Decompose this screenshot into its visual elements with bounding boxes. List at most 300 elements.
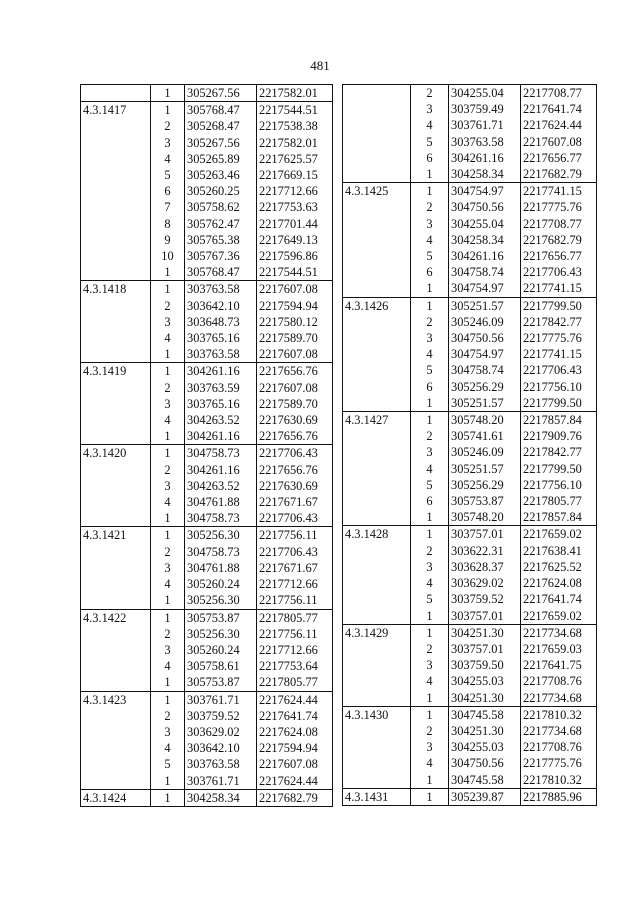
parcel-id-cell bbox=[81, 642, 151, 658]
x-coordinate-cell: 303622.31 bbox=[449, 543, 521, 559]
y-coordinate-cell: 2217594.94 bbox=[257, 298, 333, 314]
parcel-id-cell bbox=[343, 134, 411, 150]
x-coordinate-cell: 303761.71 bbox=[185, 773, 257, 790]
y-coordinate-cell: 2217756.10 bbox=[521, 477, 597, 493]
parcel-id-cell bbox=[81, 330, 151, 346]
table-row bbox=[81, 724, 333, 740]
parcel-id-cell bbox=[343, 428, 411, 444]
point-number-cell: 10 bbox=[151, 248, 185, 264]
table-row bbox=[343, 788, 597, 805]
table-row bbox=[81, 428, 333, 445]
parcel-id-cell bbox=[81, 773, 151, 790]
x-coordinate-cell: 305758.62 bbox=[185, 199, 257, 215]
y-coordinate-cell: 2217756.11 bbox=[257, 592, 333, 609]
parcel-id-cell bbox=[81, 264, 151, 281]
table-row bbox=[343, 117, 597, 133]
table-row bbox=[81, 789, 333, 806]
y-coordinate-cell: 2217682.79 bbox=[521, 232, 597, 248]
y-coordinate-cell: 2217706.43 bbox=[257, 544, 333, 560]
y-coordinate-cell: 2217885.96 bbox=[521, 788, 597, 805]
y-coordinate-cell: 2217756.11 bbox=[257, 626, 333, 642]
table-row bbox=[343, 493, 597, 509]
table-row bbox=[81, 151, 333, 167]
y-coordinate-cell: 2217624.08 bbox=[521, 575, 597, 591]
point-number-cell: 6 bbox=[411, 264, 449, 280]
point-number-cell: 5 bbox=[411, 134, 449, 150]
point-number-cell: 1 bbox=[151, 346, 185, 363]
y-coordinate-cell: 2217624.44 bbox=[257, 691, 333, 708]
point-number-cell: 5 bbox=[411, 248, 449, 264]
x-coordinate-cell: 304758.74 bbox=[449, 264, 521, 280]
parcel-id-cell: 4.3.1420 bbox=[81, 445, 151, 462]
point-number-cell: 9 bbox=[151, 232, 185, 248]
point-number-cell: 2 bbox=[411, 314, 449, 330]
y-coordinate-cell: 2217671.67 bbox=[257, 560, 333, 576]
table-row bbox=[343, 509, 597, 526]
x-coordinate-cell: 304263.52 bbox=[185, 478, 257, 494]
y-coordinate-cell: 2217544.51 bbox=[257, 264, 333, 281]
point-number-cell: 1 bbox=[151, 281, 185, 298]
y-coordinate-cell: 2217734.68 bbox=[521, 723, 597, 739]
table-row bbox=[343, 624, 597, 641]
table-row bbox=[81, 232, 333, 248]
table-row bbox=[81, 380, 333, 396]
table-row bbox=[343, 723, 597, 739]
table-row bbox=[343, 706, 597, 723]
point-number-cell: 1 bbox=[151, 264, 185, 281]
y-coordinate-cell: 2217842.77 bbox=[521, 444, 597, 460]
point-number-cell: 3 bbox=[411, 739, 449, 755]
point-number-cell: 1 bbox=[151, 789, 185, 806]
table-row bbox=[81, 510, 333, 527]
x-coordinate-cell: 305265.89 bbox=[185, 151, 257, 167]
parcel-id-cell: 4.3.1428 bbox=[343, 526, 411, 543]
parcel-id-cell: 4.3.1417 bbox=[81, 102, 151, 119]
point-number-cell: 1 bbox=[411, 509, 449, 526]
x-coordinate-cell: 305753.87 bbox=[185, 674, 257, 691]
point-number-cell: 4 bbox=[411, 575, 449, 591]
x-coordinate-cell: 304758.74 bbox=[449, 362, 521, 378]
table-row bbox=[81, 298, 333, 314]
parcel-id-cell bbox=[81, 658, 151, 674]
y-coordinate-cell: 2217630.69 bbox=[257, 412, 333, 428]
table-row bbox=[81, 674, 333, 691]
table-row bbox=[343, 412, 597, 429]
y-coordinate-cell: 2217656.76 bbox=[257, 462, 333, 478]
y-coordinate-cell: 2217607.08 bbox=[257, 380, 333, 396]
table-row bbox=[343, 379, 597, 395]
point-number-cell: 2 bbox=[411, 85, 449, 102]
x-coordinate-cell: 304754.97 bbox=[449, 346, 521, 362]
x-coordinate-cell: 305748.20 bbox=[449, 412, 521, 429]
table-row bbox=[81, 216, 333, 232]
table-row bbox=[81, 773, 333, 790]
point-number-cell: 5 bbox=[411, 591, 449, 607]
point-number-cell: 1 bbox=[411, 183, 449, 200]
y-coordinate-cell: 2217842.77 bbox=[521, 314, 597, 330]
y-coordinate-cell: 2217706.43 bbox=[257, 510, 333, 527]
point-number-cell: 4 bbox=[411, 232, 449, 248]
x-coordinate-cell: 305767.36 bbox=[185, 248, 257, 264]
y-coordinate-cell: 2217625.57 bbox=[257, 151, 333, 167]
parcel-id-cell bbox=[81, 118, 151, 134]
point-number-cell: 4 bbox=[151, 576, 185, 592]
table-row bbox=[81, 527, 333, 544]
point-number-cell: 1 bbox=[411, 772, 449, 789]
x-coordinate-cell: 305239.87 bbox=[449, 788, 521, 805]
point-number-cell: 2 bbox=[151, 118, 185, 134]
point-number-cell: 3 bbox=[411, 559, 449, 575]
x-coordinate-cell: 303759.52 bbox=[449, 591, 521, 607]
parcel-id-cell: 4.3.1424 bbox=[81, 789, 151, 806]
table-row bbox=[81, 740, 333, 756]
point-number-cell: 3 bbox=[151, 642, 185, 658]
x-coordinate-cell: 304745.58 bbox=[449, 772, 521, 789]
parcel-id-cell bbox=[343, 723, 411, 739]
y-coordinate-cell: 2217756.10 bbox=[521, 379, 597, 395]
point-number-cell: 1 bbox=[151, 102, 185, 119]
parcel-id-cell bbox=[343, 362, 411, 378]
point-number-cell: 3 bbox=[411, 101, 449, 117]
point-number-cell: 2 bbox=[411, 641, 449, 657]
point-number-cell: 4 bbox=[411, 755, 449, 771]
x-coordinate-cell: 303757.01 bbox=[449, 526, 521, 543]
x-coordinate-cell: 304750.56 bbox=[449, 199, 521, 215]
point-number-cell: 6 bbox=[411, 379, 449, 395]
point-number-cell: 5 bbox=[411, 477, 449, 493]
x-coordinate-cell: 303759.49 bbox=[449, 101, 521, 117]
y-coordinate-cell: 2217706.43 bbox=[521, 362, 597, 378]
parcel-id-cell bbox=[81, 708, 151, 724]
table-row bbox=[343, 657, 597, 673]
x-coordinate-cell: 305256.30 bbox=[185, 626, 257, 642]
table-row bbox=[343, 641, 597, 657]
x-coordinate-cell: 303642.10 bbox=[185, 298, 257, 314]
y-coordinate-cell: 2217706.43 bbox=[521, 264, 597, 280]
parcel-id-cell bbox=[343, 379, 411, 395]
parcel-id-cell bbox=[81, 592, 151, 609]
table-row bbox=[343, 216, 597, 232]
x-coordinate-cell: 304754.97 bbox=[449, 280, 521, 297]
table-row bbox=[343, 608, 597, 625]
parcel-id-cell bbox=[343, 477, 411, 493]
y-coordinate-cell: 2217708.77 bbox=[521, 216, 597, 232]
x-coordinate-cell: 304261.16 bbox=[185, 363, 257, 380]
x-coordinate-cell: 305267.56 bbox=[185, 85, 257, 102]
table-row bbox=[81, 248, 333, 264]
parcel-id-cell bbox=[81, 462, 151, 478]
point-number-cell: 5 bbox=[151, 167, 185, 183]
table-row bbox=[343, 739, 597, 755]
table-row bbox=[343, 673, 597, 689]
parcel-id-cell bbox=[343, 85, 411, 102]
point-number-cell: 4 bbox=[151, 412, 185, 428]
point-number-cell: 3 bbox=[151, 314, 185, 330]
table-row bbox=[343, 543, 597, 559]
point-number-cell: 1 bbox=[411, 608, 449, 625]
parcel-id-cell bbox=[343, 248, 411, 264]
y-coordinate-cell: 2217641.74 bbox=[521, 591, 597, 607]
point-number-cell: 1 bbox=[411, 788, 449, 805]
point-number-cell: 3 bbox=[411, 444, 449, 460]
table-row bbox=[81, 592, 333, 609]
y-coordinate-cell: 2217624.44 bbox=[257, 773, 333, 790]
y-coordinate-cell: 2217701.44 bbox=[257, 216, 333, 232]
table-row bbox=[343, 461, 597, 477]
point-number-cell: 1 bbox=[151, 609, 185, 626]
table-row bbox=[343, 232, 597, 248]
parcel-id-cell bbox=[81, 248, 151, 264]
y-coordinate-cell: 2217857.84 bbox=[521, 509, 597, 526]
y-coordinate-cell: 2217734.68 bbox=[521, 624, 597, 641]
y-coordinate-cell: 2217799.50 bbox=[521, 297, 597, 314]
table-row bbox=[81, 264, 333, 281]
x-coordinate-cell: 305256.30 bbox=[185, 592, 257, 609]
point-number-cell: 1 bbox=[411, 395, 449, 412]
parcel-id-cell: 4.3.1427 bbox=[343, 412, 411, 429]
table-row bbox=[343, 314, 597, 330]
x-coordinate-cell: 305246.09 bbox=[449, 314, 521, 330]
x-coordinate-cell: 305256.29 bbox=[449, 379, 521, 395]
point-number-cell: 4 bbox=[411, 117, 449, 133]
x-coordinate-cell: 303757.01 bbox=[449, 641, 521, 657]
parcel-id-cell bbox=[81, 674, 151, 691]
point-number-cell: 6 bbox=[411, 493, 449, 509]
x-coordinate-cell: 305251.57 bbox=[449, 297, 521, 314]
point-number-cell: 2 bbox=[411, 428, 449, 444]
y-coordinate-cell: 2217624.44 bbox=[521, 117, 597, 133]
x-coordinate-cell: 305256.30 bbox=[185, 527, 257, 544]
table-row bbox=[81, 118, 333, 134]
parcel-id-cell bbox=[81, 576, 151, 592]
point-number-cell: 5 bbox=[151, 756, 185, 772]
table-row bbox=[81, 708, 333, 724]
y-coordinate-cell: 2217659.02 bbox=[521, 608, 597, 625]
point-number-cell: 1 bbox=[411, 526, 449, 543]
parcel-id-cell bbox=[81, 494, 151, 510]
parcel-id-cell bbox=[343, 232, 411, 248]
parcel-id-cell bbox=[343, 772, 411, 789]
point-number-cell: 3 bbox=[151, 724, 185, 740]
y-coordinate-cell: 2217775.76 bbox=[521, 755, 597, 771]
x-coordinate-cell: 305768.47 bbox=[185, 102, 257, 119]
x-coordinate-cell: 304258.34 bbox=[449, 232, 521, 248]
y-coordinate-cell: 2217706.43 bbox=[257, 445, 333, 462]
parcel-id-cell bbox=[343, 314, 411, 330]
x-coordinate-cell: 304251.30 bbox=[449, 624, 521, 641]
y-coordinate-cell: 2217656.76 bbox=[257, 363, 333, 380]
parcel-id-cell: 4.3.1423 bbox=[81, 691, 151, 708]
table-row bbox=[81, 412, 333, 428]
x-coordinate-cell: 304758.73 bbox=[185, 544, 257, 560]
page-number: 481 bbox=[310, 58, 330, 73]
parcel-id-cell bbox=[343, 216, 411, 232]
y-coordinate-cell: 2217607.08 bbox=[257, 281, 333, 298]
parcel-id-cell bbox=[81, 428, 151, 445]
table-row bbox=[343, 85, 597, 102]
table-row bbox=[81, 462, 333, 478]
point-number-cell: 1 bbox=[151, 510, 185, 527]
x-coordinate-cell: 303761.71 bbox=[449, 117, 521, 133]
table-row bbox=[343, 690, 597, 707]
y-coordinate-cell: 2217589.70 bbox=[257, 396, 333, 412]
point-number-cell: 1 bbox=[151, 773, 185, 790]
table-row bbox=[343, 101, 597, 117]
x-coordinate-cell: 305260.25 bbox=[185, 183, 257, 199]
right-coordinates-table bbox=[342, 84, 597, 806]
y-coordinate-cell: 2217594.94 bbox=[257, 740, 333, 756]
x-coordinate-cell: 304750.56 bbox=[449, 755, 521, 771]
table-row bbox=[343, 395, 597, 412]
y-coordinate-cell: 2217810.32 bbox=[521, 772, 597, 789]
x-coordinate-cell: 303763.58 bbox=[185, 281, 257, 298]
point-number-cell: 3 bbox=[151, 478, 185, 494]
point-number-cell: 1 bbox=[151, 592, 185, 609]
y-coordinate-cell: 2217582.01 bbox=[257, 135, 333, 151]
y-coordinate-cell: 2217712.66 bbox=[257, 642, 333, 658]
table-row bbox=[81, 183, 333, 199]
x-coordinate-cell: 303763.59 bbox=[185, 380, 257, 396]
point-number-cell: 3 bbox=[151, 135, 185, 151]
x-coordinate-cell: 305758.61 bbox=[185, 658, 257, 674]
y-coordinate-cell: 2217641.74 bbox=[257, 708, 333, 724]
table-row bbox=[81, 102, 333, 119]
x-coordinate-cell: 304258.34 bbox=[185, 789, 257, 806]
y-coordinate-cell: 2217649.13 bbox=[257, 232, 333, 248]
table-row bbox=[343, 559, 597, 575]
x-coordinate-cell: 305260.24 bbox=[185, 576, 257, 592]
y-coordinate-cell: 2217753.64 bbox=[257, 658, 333, 674]
parcel-id-cell bbox=[81, 544, 151, 560]
x-coordinate-cell: 303629.02 bbox=[449, 575, 521, 591]
x-coordinate-cell: 304754.97 bbox=[449, 183, 521, 200]
point-number-cell: 4 bbox=[411, 346, 449, 362]
parcel-id-cell bbox=[81, 232, 151, 248]
point-number-cell: 5 bbox=[411, 362, 449, 378]
parcel-id-cell bbox=[343, 739, 411, 755]
parcel-id-cell bbox=[81, 380, 151, 396]
parcel-id-cell bbox=[81, 167, 151, 183]
table-row bbox=[81, 85, 333, 102]
point-number-cell: 1 bbox=[411, 706, 449, 723]
point-number-cell: 7 bbox=[151, 199, 185, 215]
table-row bbox=[81, 396, 333, 412]
parcel-id-cell bbox=[343, 755, 411, 771]
point-number-cell: 1 bbox=[411, 280, 449, 297]
table-row bbox=[81, 314, 333, 330]
parcel-id-cell bbox=[81, 314, 151, 330]
y-coordinate-cell: 2217607.08 bbox=[257, 346, 333, 363]
x-coordinate-cell: 304745.58 bbox=[449, 706, 521, 723]
table-row bbox=[343, 575, 597, 591]
table-row bbox=[343, 264, 597, 280]
table-row bbox=[81, 167, 333, 183]
left-table-body bbox=[81, 85, 333, 807]
x-coordinate-cell: 305267.56 bbox=[185, 135, 257, 151]
parcel-id-cell bbox=[81, 183, 151, 199]
parcel-id-cell bbox=[343, 461, 411, 477]
table-row bbox=[81, 478, 333, 494]
point-number-cell: 1 bbox=[411, 166, 449, 183]
table-row bbox=[343, 444, 597, 460]
table-row bbox=[81, 346, 333, 363]
y-coordinate-cell: 2217708.76 bbox=[521, 673, 597, 689]
parcel-id-cell bbox=[81, 740, 151, 756]
table-row bbox=[343, 134, 597, 150]
point-number-cell: 1 bbox=[151, 691, 185, 708]
parcel-id-cell bbox=[81, 199, 151, 215]
parcel-id-cell: 4.3.1418 bbox=[81, 281, 151, 298]
y-coordinate-cell: 2217753.63 bbox=[257, 199, 333, 215]
x-coordinate-cell: 303757.01 bbox=[449, 608, 521, 625]
x-coordinate-cell: 303763.58 bbox=[185, 756, 257, 772]
point-number-cell: 1 bbox=[411, 690, 449, 707]
point-number-cell: 1 bbox=[151, 445, 185, 462]
parcel-id-cell bbox=[343, 444, 411, 460]
parcel-id-cell bbox=[81, 216, 151, 232]
x-coordinate-cell: 305268.47 bbox=[185, 118, 257, 134]
x-coordinate-cell: 304761.88 bbox=[185, 560, 257, 576]
parcel-id-cell bbox=[343, 608, 411, 625]
y-coordinate-cell: 2217589.70 bbox=[257, 330, 333, 346]
x-coordinate-cell: 304261.16 bbox=[449, 248, 521, 264]
y-coordinate-cell: 2217544.51 bbox=[257, 102, 333, 119]
parcel-id-cell bbox=[343, 493, 411, 509]
x-coordinate-cell: 304255.04 bbox=[449, 216, 521, 232]
parcel-id-cell bbox=[343, 330, 411, 346]
x-coordinate-cell: 304261.16 bbox=[449, 150, 521, 166]
point-number-cell: 2 bbox=[411, 199, 449, 215]
point-number-cell: 6 bbox=[411, 150, 449, 166]
table-row bbox=[343, 346, 597, 362]
table-row bbox=[81, 560, 333, 576]
y-coordinate-cell: 2217805.77 bbox=[521, 493, 597, 509]
y-coordinate-cell: 2217741.15 bbox=[521, 183, 597, 200]
table-row bbox=[343, 280, 597, 297]
y-coordinate-cell: 2217805.77 bbox=[257, 609, 333, 626]
y-coordinate-cell: 2217624.08 bbox=[257, 724, 333, 740]
y-coordinate-cell: 2217638.41 bbox=[521, 543, 597, 559]
parcel-id-cell bbox=[343, 280, 411, 297]
x-coordinate-cell: 305753.87 bbox=[449, 493, 521, 509]
x-coordinate-cell: 303765.16 bbox=[185, 396, 257, 412]
x-coordinate-cell: 303763.58 bbox=[185, 346, 257, 363]
point-number-cell: 2 bbox=[151, 544, 185, 560]
y-coordinate-cell: 2217682.79 bbox=[521, 166, 597, 183]
x-coordinate-cell: 303759.52 bbox=[185, 708, 257, 724]
table-row bbox=[343, 428, 597, 444]
y-coordinate-cell: 2217625.52 bbox=[521, 559, 597, 575]
table-row bbox=[81, 330, 333, 346]
parcel-id-cell bbox=[343, 101, 411, 117]
parcel-id-cell bbox=[81, 298, 151, 314]
y-coordinate-cell: 2217805.77 bbox=[257, 674, 333, 691]
point-number-cell: 1 bbox=[411, 297, 449, 314]
y-coordinate-cell: 2217810.32 bbox=[521, 706, 597, 723]
point-number-cell: 4 bbox=[151, 151, 185, 167]
y-coordinate-cell: 2217630.69 bbox=[257, 478, 333, 494]
parcel-id-cell bbox=[343, 264, 411, 280]
point-number-cell: 4 bbox=[411, 461, 449, 477]
y-coordinate-cell: 2217582.01 bbox=[257, 85, 333, 102]
parcel-id-cell bbox=[343, 150, 411, 166]
table-row bbox=[81, 281, 333, 298]
parcel-id-cell: 4.3.1426 bbox=[343, 297, 411, 314]
table-row bbox=[343, 183, 597, 200]
parcel-id-cell bbox=[81, 478, 151, 494]
y-coordinate-cell: 2217656.76 bbox=[257, 428, 333, 445]
parcel-id-cell bbox=[81, 151, 151, 167]
